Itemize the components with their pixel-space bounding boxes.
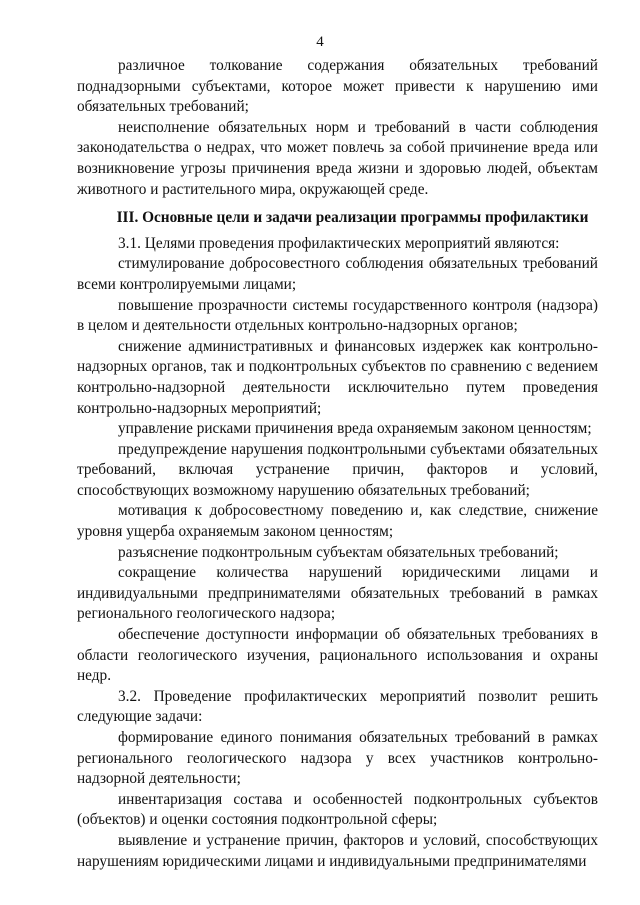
document-body	[77, 56, 598, 872]
paragraph-tasks-intro: 3.2. Проведение профилактических мероприятий позволит решить следующие задачи:	[77, 687, 598, 726]
paragraph-task-inventory: инвентаризация состава и особенностей подконтрольных субъектов (объектов) и оценки состояния подконтрольной сферы;	[77, 790, 598, 829]
paragraph-goal-cost-reduction: снижение административных и финансовых издержек как контрольно-надзорных органов, так и подконтрольных субъектов по сравнению с ведением контрольно-надзорной деятельности исключительно путем проведения контрольно-надзорных мероприятий;	[77, 337, 598, 417]
paragraph-goal-clarification: разъяснение подконтрольным субъектам обязательных требований;	[118, 543, 559, 561]
page-number: 4	[316, 34, 324, 50]
paragraph-goal-information-access: обеспечение доступности информации об обязательных требованиях в области геологического изучения, рационального использования и охраны недр.	[77, 626, 598, 685]
paragraph-goal-prevention: предупреждение нарушения подконтрольными субъектами обязательных требований, включая устранение причин, факторов и условий, способствующих возможному нарушению обязательных требований;	[77, 440, 598, 499]
paragraph-goals-intro: 3.1. Целями проведения профилактических мероприятий являются:	[118, 234, 560, 252]
paragraph-goal-violation-reduction: сокращение количества нарушений юридическими лицами и индивидуальными предпринимателями обязательных требований в рамках регионального геологического надзора;	[77, 564, 598, 623]
paragraph-goal-risk-management: управление рисками причинения вреда охраняемым законом ценностям;	[118, 420, 592, 438]
paragraph-ambiguous-interpretation: различное толкование содержания обязательных требований поднадзорными субъектами, которое может привести к нарушению ими обязательных требований;	[77, 57, 598, 116]
paragraph-task-identification: выявление и устранение причин, факторов и условий, способствующих нарушениям юридическими лицами и индивидуальными предпринимателями	[77, 831, 598, 870]
paragraph-non-compliance: неисполнение обязательных норм и требований в части соблюдения законодательства о недрах, что может повлечь за собой причинение вреда или возникновение угрозы причинения вреда жизни и здоровью людей, объектам животного и растительного мира, окружающей среде.	[77, 118, 598, 198]
paragraph-goal-transparency: повышение прозрачности системы государственного контроля (надзора) в целом и деятельности отдельных контрольно-надзорных органов;	[77, 296, 598, 335]
paragraph-goal-motivation: мотивация к добросовестному поведению и, как следствие, снижение уровня ущерба охраняемым законом ценностям;	[77, 502, 598, 541]
paragraph-goal-stimulation: стимулирование добросовестного соблюдения обязательных требований всеми контролируемыми лицами;	[77, 255, 598, 293]
section-heading: III. Основные цели и задачи реализации программы профилактики	[116, 209, 589, 227]
paragraph-task-common-understanding: формирование единого понимания обязательных требований в рамках регионального геологического надзора у всех участников контрольно-надзорной деятельности;	[77, 729, 598, 788]
